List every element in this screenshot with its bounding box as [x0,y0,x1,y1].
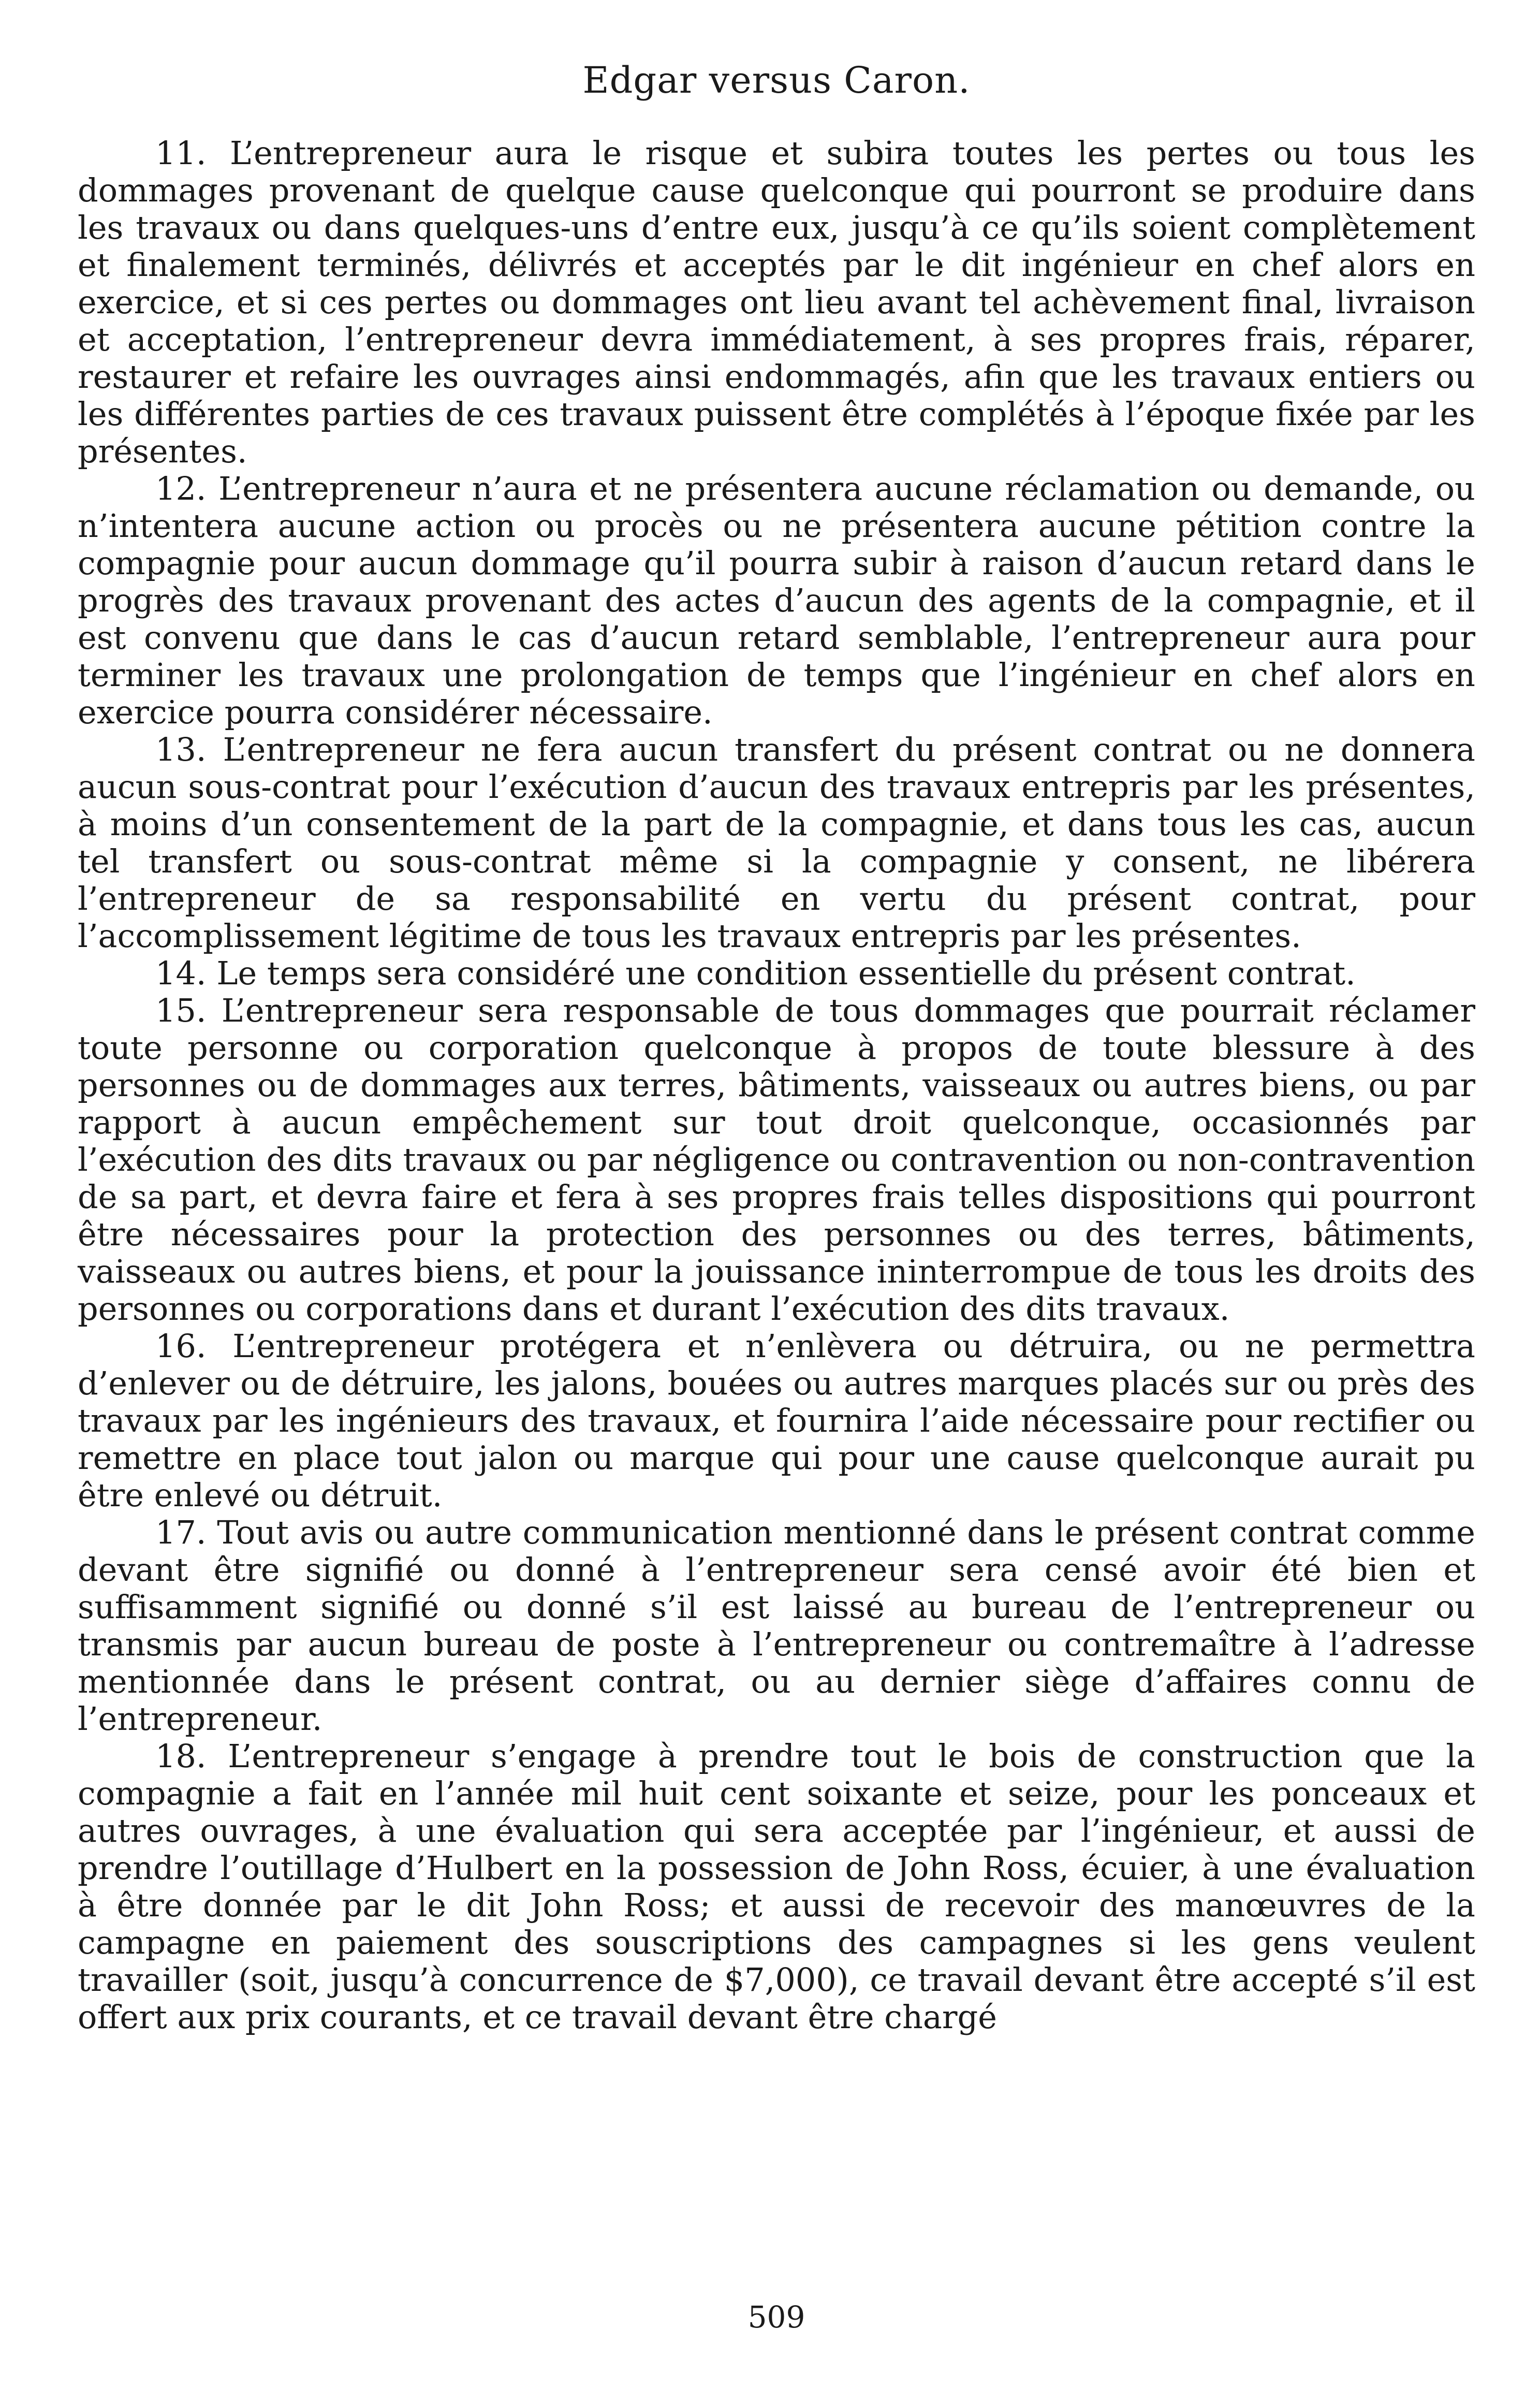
paragraph-16 [78,1328,1475,1514]
paragraph-number: 13. [155,731,207,768]
paragraph-17 [78,1514,1475,1738]
paragraph-text: Le temps sera considéré une condition essentielle du présent contrat. [216,954,1356,992]
document-page [78,57,1475,2356]
paragraph-number: 14. [155,954,207,992]
paragraph-number: 17. [155,1513,207,1551]
paragraph-text: L’entrepreneur s’engage à prendre tout le bois de construction que la compagnie a fait en l’année mil huit cent soixante et seize, pour les ponceaux et autres ouvrages, à une évaluation qui sera acceptée par l’ingénieur, et aussi de prendre l’outillage d’Hulbert en la possession de John Ross, écuier, à une évaluation à être donnée par le dit John Ross; et aussi de recevoir des manœuvres de la campagne en paiement des souscriptions des campagnes si les gens veulent travailler (soit, jusqu’à concurrence de $7,000), ce travail devant être accepté s’il est offert aux prix courants, et ce travail devant être chargé [78,1737,1475,2036]
paragraph-number: 16. [155,1327,207,1365]
paragraph-12 [78,470,1475,731]
paragraph-11 [78,135,1475,470]
paragraph-text: Tout avis ou autre communication mentionné dans le présent contrat comme devant être signifié ou donné à l’entrepreneur sera censé avoir été bien et suffisamment signifié ou donné s’il est laissé au bureau de l’entrepreneur ou transmis par aucun bureau de poste à l’entrepreneur ou contremaître à l’adresse mentionnée dans le présent contrat, ou au dernier siège d’affaires connu de l’entrepreneur. [78,1513,1475,1738]
paragraph-number: 15. [155,992,207,1029]
running-title: Edgar versus Caron. [582,59,971,101]
paragraph-text: L’entrepreneur n’aura et ne présentera aucune réclamation ou demande, ou n’intentera aucune action ou procès ou ne présentera aucune pétition contre la compagnie pour aucun dommage qu’il pourra subir à raison d’aucun retard dans le progrès des travaux provenant des actes d’aucun des agents de la compagnie, et il est convenu que dans le cas d’aucun retard semblable, l’entrepreneur aura pour terminer les travaux une prolongation de temps que l’ingénieur en chef alors en exercice pourra considérer nécessaire. [78,470,1475,731]
paragraph-number: 11. [155,134,207,172]
page-number: 509 [747,2299,805,2335]
paragraph-15 [78,992,1475,1328]
document-body [78,135,1475,2036]
paragraph-number: 18. [155,1737,207,1775]
paragraph-14 [78,955,1475,992]
paragraph-text: L’entrepreneur aura le risque et subira toutes les pertes ou tous les dommages provenant de quelque cause quelconque qui pourront se produire dans les travaux ou dans quelques-uns d’entre eux, jusqu’à ce qu’ils soient complètement et finalement terminés, délivrés et acceptés par le dit ingénieur en chef alors en exercice, et si ces pertes ou dommages ont lieu avant tel achèvement final, livraison et acceptation, l’entrepreneur devra immédiatement, à ses propres frais, réparer, restaurer et refaire les ouvrages ainsi endommagés, afin que les travaux entiers ou les différentes parties de ces travaux puissent être complétés à l’époque fixée par les présentes. [78,134,1475,470]
paragraph-13 [78,731,1475,955]
paragraph-18 [78,1738,1475,2036]
paragraph-text: L’entrepreneur protégera et n’enlèvera ou détruira, ou ne permettra d’enlever ou de détruire, les jalons, bouées ou autres marques placés sur ou près des travaux par les ingénieurs des travaux, et fournira l’aide nécessaire pour rectifier ou remettre en place tout jalon ou marque qui pour une cause quelconque aurait pu être enlevé ou détruit. [78,1327,1475,1514]
paragraph-text: L’entrepreneur ne fera aucun transfert du présent contrat ou ne donnera aucun sous-contrat pour l’exécution d’aucun des travaux entrepris par les présentes, à moins d’un consentement de la part de la compagnie, et dans tous les cas, aucun tel transfert ou sous-contrat même si la compagnie y consent, ne libérera l’entrepreneur de sa responsabilité en vertu du présent contrat, pour l’accomplissement légitime de tous les travaux entrepris par les présentes. [78,731,1476,955]
paragraph-text: L’entrepreneur sera responsable de tous dommages que pourrait réclamer toute personne ou corporation quelconque à propos de toute blessure à des personnes ou de dommages aux terres, bâtiments, vaisseaux ou autres biens, ou par rapport à aucun empêchement sur tout droit quelconque, occasionnés par l’exécution des dits travaux ou par négligence ou contravention ou non-contravention de sa part, et devra faire et fera à ses propres frais telles dispositions qui pourront être nécessaires pour la protection des personnes ou des terres, bâtiments, vaisseaux ou autres biens, et pour la jouissance ininterrompue de tous les droits des personnes ou corporations dans et durant l’exécution des dits travaux. [78,992,1475,1328]
paragraph-number: 12. [155,470,207,507]
